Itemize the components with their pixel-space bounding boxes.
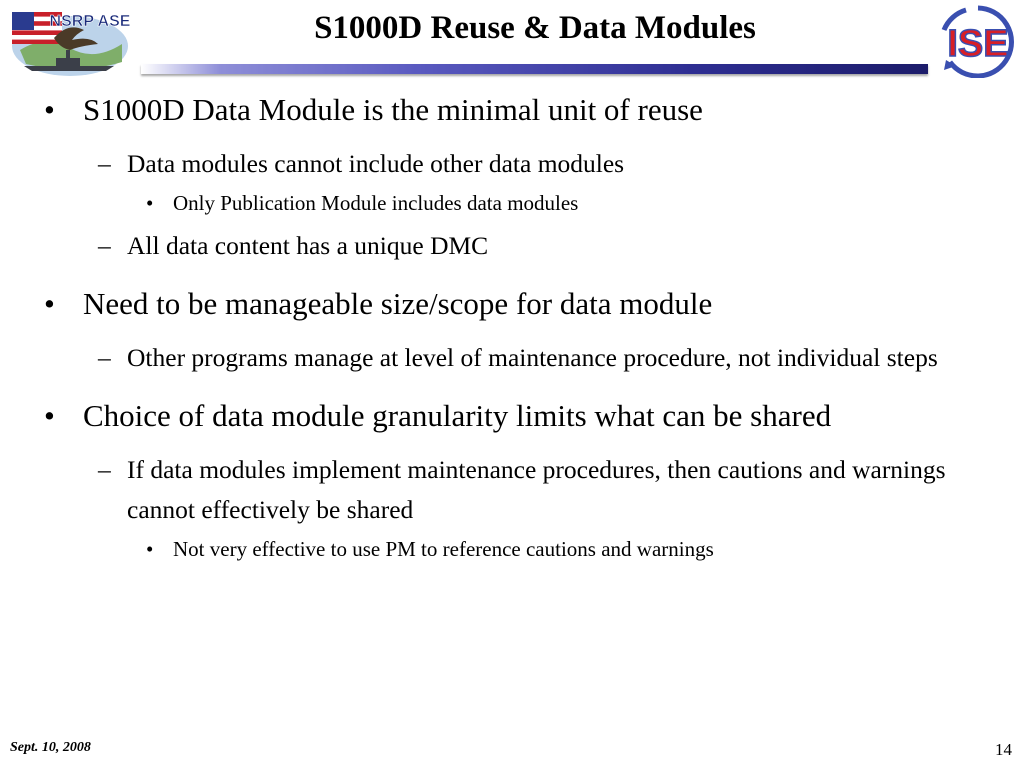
bullet-text: Other programs manage at level of maintenance procedure, not individual steps bbox=[127, 343, 938, 372]
dash-mark: – bbox=[98, 455, 111, 484]
bullet-level2 bbox=[0, 144, 1024, 184]
bullet-text: Need to be manageable size/scope for data module bbox=[83, 286, 713, 321]
title-underline-bar bbox=[141, 64, 928, 74]
bullet-level1 bbox=[0, 390, 1024, 442]
bullet-level1 bbox=[0, 278, 1024, 330]
bullet-mark: • bbox=[44, 92, 55, 127]
bullet-mark: • bbox=[146, 191, 154, 215]
dash-mark: – bbox=[98, 343, 111, 372]
bullet-mark: • bbox=[44, 398, 55, 433]
bullet-level1 bbox=[0, 84, 1024, 136]
dash-mark: – bbox=[98, 231, 111, 260]
bullet-text: Choice of data module granularity limits what can be shared bbox=[83, 398, 832, 433]
bullet-level3 bbox=[0, 534, 1024, 564]
ise-logo bbox=[936, 4, 1020, 78]
bullet-text: If data modules implement maintenance procedures, then cautions and warnings cannot effectively be shared bbox=[127, 455, 946, 524]
slide-body bbox=[0, 84, 1024, 564]
nsrp-ase-logo bbox=[6, 4, 134, 78]
footer-date: Sept. 10, 2008 bbox=[10, 740, 91, 755]
bullet-level2 bbox=[0, 338, 1024, 378]
nsrp-logo-text: NSRP ASE bbox=[49, 13, 131, 30]
ise-logo-text: ISE bbox=[947, 23, 1009, 65]
slide-header bbox=[0, 0, 1024, 82]
page-number: 14 bbox=[995, 740, 1012, 759]
bullet-text: Only Publication Module includes data modules bbox=[173, 191, 579, 215]
bullet-mark: • bbox=[44, 286, 55, 321]
bullet-text: All data content has a unique DMC bbox=[127, 231, 489, 260]
bullet-text: S1000D Data Module is the minimal unit of reuse bbox=[83, 92, 703, 127]
bullet-text: Data modules cannot include other data modules bbox=[127, 149, 625, 178]
bullet-level3 bbox=[0, 188, 1024, 218]
dash-mark: – bbox=[98, 149, 111, 178]
bullet-mark: • bbox=[146, 537, 154, 561]
bullet-level2 bbox=[0, 226, 1024, 266]
bullet-level2 bbox=[0, 450, 1024, 530]
slide-title: S1000D Reuse & Data Modules bbox=[314, 10, 756, 46]
bullet-text: Not very effective to use PM to reference cautions and warnings bbox=[173, 537, 714, 561]
